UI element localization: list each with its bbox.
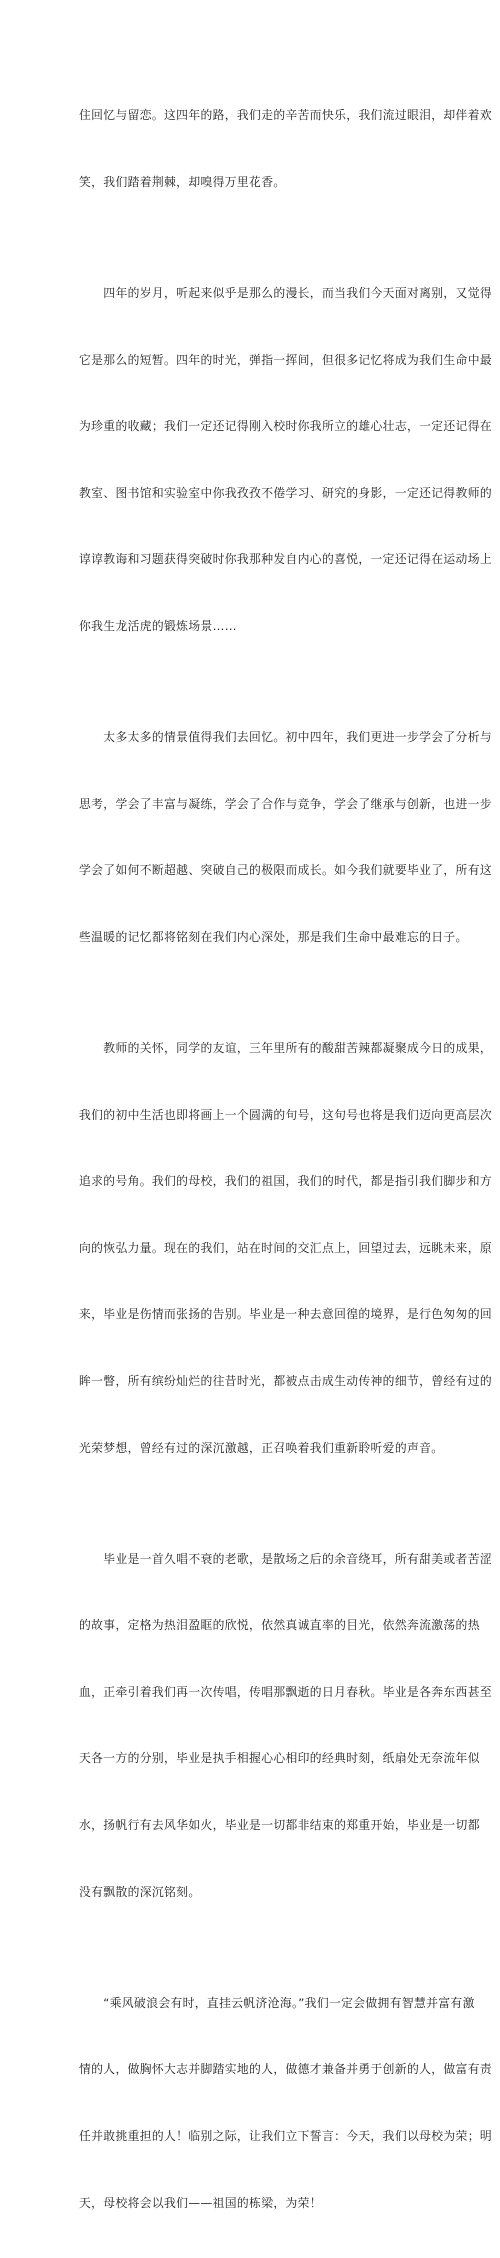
text-line: 眸一瞥，所有缤纷灿烂的往昔时光，都被点击成生动传神的细节，曾经有过的 xyxy=(79,1373,492,1388)
text-line: 教师的关怀，同学的友谊，三年里所有的酸甜苦辣都凝聚成今日的成果， xyxy=(79,1040,492,1055)
text-line: 你我生龙活虎的锻炼场景…… xyxy=(79,619,237,634)
document-body xyxy=(79,60,492,2258)
text-line: 血，正牵引着我们再一次传唱，传唱那飘逝的日月春秋。毕业是各奔东西甚至 xyxy=(79,1684,492,1699)
text-line: 情的人，做胸怀大志并脚踏实地的人，做德才兼备并勇于创新的人，做富有责 xyxy=(79,2062,492,2077)
paragraph-2 xyxy=(79,238,492,682)
text-line: 思考，学会了丰富与凝练，学会了合作与竞争，学会了继承与创新，也进一步 xyxy=(79,796,492,811)
text-line: 追求的号角。我们的母校，我们的祖国，我们的时代，都是指引我们脚步和方 xyxy=(79,1174,492,1189)
text-line: 学会了如何不断超越、突破自己的极限而成长。如今我们就要毕业了，所有这 xyxy=(79,863,492,878)
text-line: “乘风破浪会有时，直挂云帆济沧海。”我们一定会做拥有智慧并富有激 xyxy=(79,1995,475,2010)
text-line: 任并敢挑重担的人！临别之际，让我们立下誓言：今天，我们以母校为荣；明 xyxy=(79,2128,492,2143)
text-line: 天，母校将会以我们——祖国的栋梁，为荣！ xyxy=(79,2195,322,2210)
text-line: 我们的初中生活也即将画上一个圆满的句号，这句号也将是我们迈向更高层次 xyxy=(79,1107,492,1122)
paragraph-5 xyxy=(79,1503,492,1947)
text-line: 些温暖的记忆都将铭刻在我们内心深处，那是我们生命中最难忘的日子。 xyxy=(79,929,468,944)
text-line: 为珍重的收藏；我们一定还记得刚入校时你我所立的雄心壮志，一定还记得在 xyxy=(79,419,492,434)
text-line: 光荣梦想，曾经有过的深沉激越，正召唤着我们重新聆听爱的声音。 xyxy=(79,1440,444,1455)
text-line: 的故事，定格为热泪盈眶的欣悦，依然真诚直率的目光，依然奔流激荡的热 xyxy=(79,1618,480,1633)
text-line: 太多太多的情景值得我们去回忆。初中四年，我们更进一步学会了分析与 xyxy=(79,730,492,745)
paragraph-3 xyxy=(79,682,492,993)
paragraph-6 xyxy=(79,1947,492,2258)
text-line: 水，扬帆行有去风华如火，毕业是一切都非结束的郑重开始，毕业是一切都 xyxy=(79,1818,480,1833)
text-line: 四年的岁月，听起来似乎是那么的漫长，而当我们今天面对离别，又觉得 xyxy=(79,286,492,301)
text-line: 教室、图书馆和实验室中你我孜孜不倦学习、研究的身影，一定还记得教师的 xyxy=(79,485,492,500)
text-line: 毕业是一首久唱不衰的老歌，是散场之后的余音绕耳，所有甜美或者苦涩 xyxy=(79,1551,492,1566)
text-line: 来，毕业是伤情而张扬的告别。毕业是一种去意回徨的境界，是行色匆匆的回 xyxy=(79,1307,492,1322)
text-line: 住回忆与留恋。这四年的路，我们走的辛苦而快乐，我们流过眼泪，却伴着欢 xyxy=(79,108,492,123)
text-line: 没有飘散的深沉铭刻。 xyxy=(79,1884,201,1899)
paragraph-4 xyxy=(79,993,492,1504)
text-line: 笑，我们踏着荆棘，却嗅得万里花香。 xyxy=(79,175,286,190)
text-line: 天各一方的分别，毕业是执手相握心心相印的经典时刻，纸扇处无奈流年似 xyxy=(79,1751,480,1766)
text-line: 向的恢弘力量。现在的我们，站在时间的交汇点上，回望过去，远眺未来，原 xyxy=(79,1240,492,1255)
text-line: 它是那么的短暂。四年的时光，弹指一挥间，但很多记忆将成为我们生命中最 xyxy=(79,352,492,367)
paragraph-1 xyxy=(79,60,492,238)
text-line: 谆谆教诲和习题获得突破时你我那种发自内心的喜悦，一定还记得在运动场上 xyxy=(79,552,492,567)
